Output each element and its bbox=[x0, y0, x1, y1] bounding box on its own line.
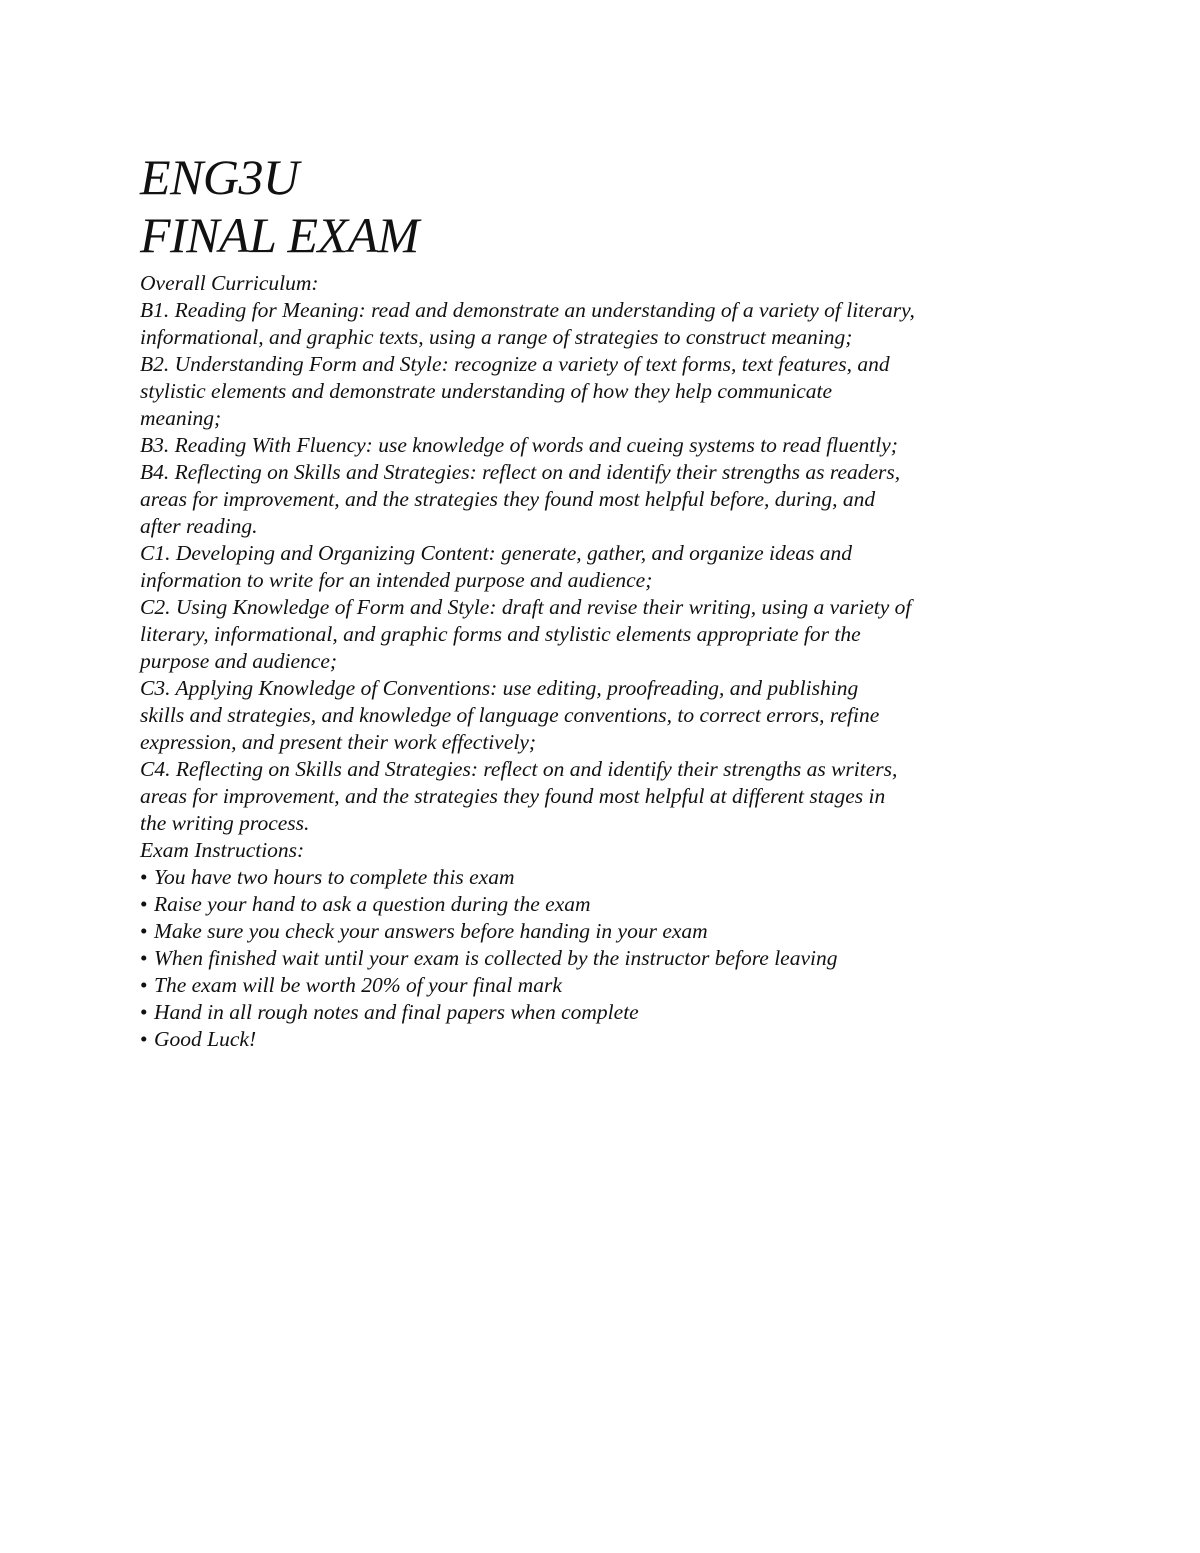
curriculum-line: expression, and present their work effectively; bbox=[140, 730, 537, 754]
bullet-icon: • bbox=[140, 919, 148, 943]
curriculum-line: B2. Understanding Form and Style: recognize a variety of text forms, text features, and bbox=[140, 352, 890, 376]
bullet-icon: • bbox=[140, 1027, 148, 1051]
instruction-text: The exam will be worth 20% of your final mark bbox=[154, 973, 562, 997]
curriculum-line: areas for improvement, and the strategies they found most helpful at different stages in bbox=[140, 784, 886, 808]
bullet-icon: • bbox=[140, 1000, 148, 1024]
curriculum-line: B4. Reflecting on Skills and Strategies: reflect on and identify their strengths as readers, bbox=[140, 460, 901, 484]
bullet-icon: • bbox=[140, 946, 148, 970]
curriculum-line: information to write for an intended purpose and audience; bbox=[140, 568, 653, 592]
curriculum-line: areas for improvement, and the strategies they found most helpful before, during, and bbox=[140, 487, 876, 511]
instruction-text: Make sure you check your answers before handing in your exam bbox=[154, 919, 708, 943]
document-title bbox=[140, 148, 1020, 264]
curriculum-line: C2. Using Knowledge of Form and Style: draft and revise their writing, using a variety of bbox=[140, 595, 912, 619]
curriculum-heading: Overall Curriculum: bbox=[140, 271, 319, 295]
curriculum-line: C4. Reflecting on Skills and Strategies: reflect on and identify their strengths as writers, bbox=[140, 757, 898, 781]
bullet-icon: • bbox=[140, 865, 148, 889]
bullet-icon: • bbox=[140, 973, 148, 997]
instructions-list bbox=[140, 864, 1020, 1053]
curriculum-line: informational, and graphic texts, using a range of strategies to construct meaning; bbox=[140, 325, 853, 349]
curriculum-line: meaning; bbox=[140, 406, 222, 430]
document-content bbox=[140, 148, 1020, 1053]
instruction-text: When finished wait until your exam is collected by the instructor before leaving bbox=[154, 946, 838, 970]
instructions-heading: Exam Instructions: bbox=[140, 838, 305, 862]
instruction-text: Good Luck! bbox=[154, 1027, 257, 1051]
instruction-text: You have two hours to complete this exam bbox=[154, 865, 515, 889]
exam-title: FINAL EXAM bbox=[140, 207, 419, 263]
instruction-item bbox=[140, 945, 1020, 972]
instruction-text: Hand in all rough notes and final papers when complete bbox=[154, 1000, 639, 1024]
instruction-item bbox=[140, 972, 1020, 999]
curriculum-line: C1. Developing and Organizing Content: generate, gather, and organize ideas and bbox=[140, 541, 853, 565]
curriculum-line: after reading. bbox=[140, 514, 258, 538]
curriculum-line: stylistic elements and demonstrate understanding of how they help communicate bbox=[140, 379, 833, 403]
curriculum-line: literary, informational, and graphic forms and stylistic elements appropriate for the bbox=[140, 622, 861, 646]
curriculum-line: the writing process. bbox=[140, 811, 310, 835]
instruction-text: Raise your hand to ask a question during the exam bbox=[154, 892, 591, 916]
document-body bbox=[140, 270, 1020, 1053]
instruction-item bbox=[140, 891, 1020, 918]
curriculum-line: B1. Reading for Meaning: read and demonstrate an understanding of a variety of literary, bbox=[140, 298, 915, 322]
course-code: ENG3U bbox=[140, 149, 299, 205]
instruction-item bbox=[140, 918, 1020, 945]
instruction-item bbox=[140, 864, 1020, 891]
curriculum-line: C3. Applying Knowledge of Conventions: use editing, proofreading, and publishing bbox=[140, 676, 859, 700]
curriculum-list bbox=[140, 297, 1020, 837]
curriculum-line: skills and strategies, and knowledge of language conventions, to correct errors, refine bbox=[140, 703, 880, 727]
curriculum-line: purpose and audience; bbox=[140, 649, 338, 673]
bullet-icon: • bbox=[140, 892, 148, 916]
curriculum-line: B3. Reading With Fluency: use knowledge of words and cueing systems to read fluently; bbox=[140, 433, 898, 457]
instruction-item bbox=[140, 999, 1020, 1026]
instruction-item bbox=[140, 1026, 1020, 1053]
